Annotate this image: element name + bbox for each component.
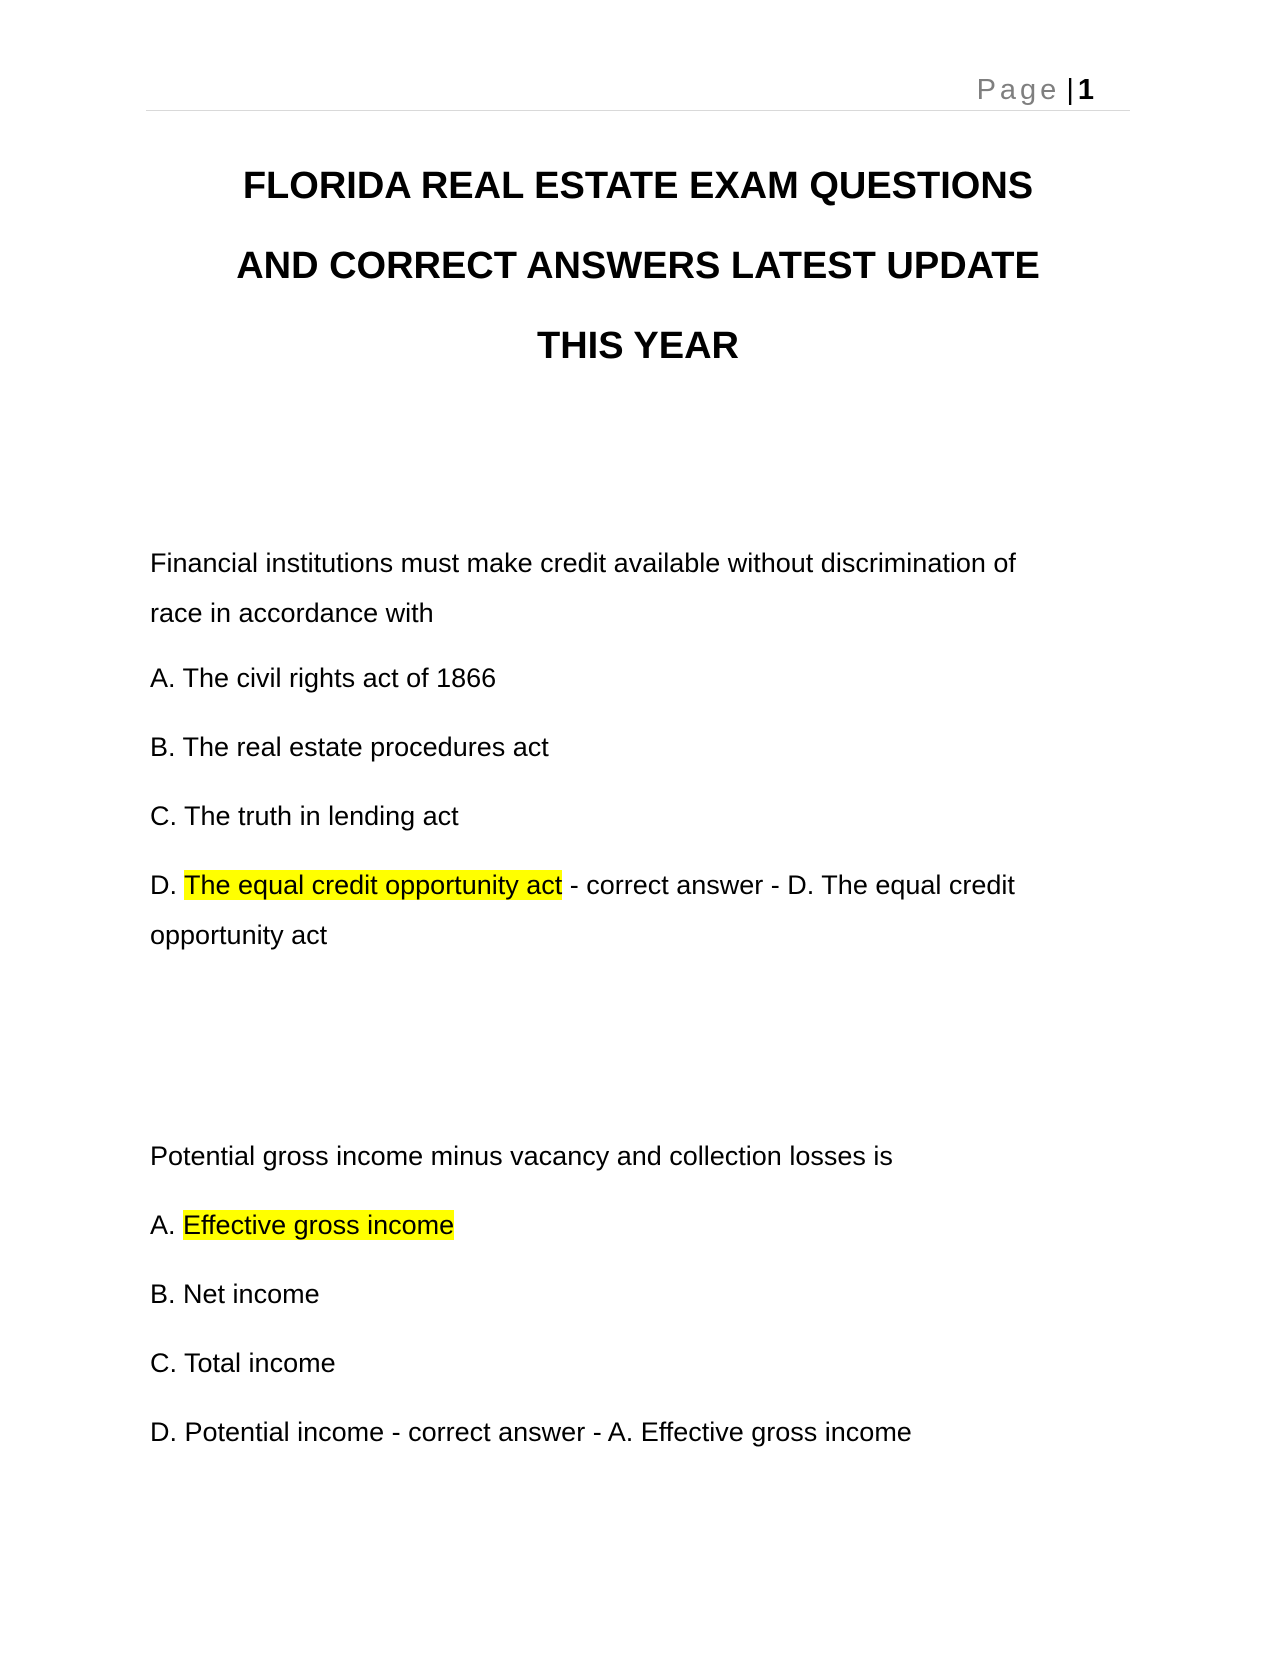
option-c bbox=[150, 791, 1100, 841]
question-stem-line-2: race in accordance with bbox=[150, 598, 434, 628]
document-title bbox=[146, 146, 1130, 386]
option-a bbox=[150, 1200, 1100, 1250]
question-stem: Potential gross income minus vacancy and collection losses is bbox=[150, 1141, 893, 1171]
question-stem bbox=[150, 538, 1100, 638]
highlighted-answer: The equal credit opportunity act bbox=[184, 870, 563, 900]
option-a bbox=[150, 653, 1100, 703]
question-stem-line-1: Financial institutions must make credit available without discrimination of bbox=[150, 548, 1016, 578]
page-header bbox=[146, 72, 1130, 111]
option-letter: D. bbox=[150, 1417, 177, 1447]
title-line-3: THIS YEAR bbox=[536, 325, 739, 367]
option-letter: B. bbox=[150, 1279, 176, 1309]
page-indicator bbox=[977, 74, 1094, 107]
option-letter: B. bbox=[150, 732, 176, 762]
option-text: The truth in lending act bbox=[184, 801, 459, 831]
option-letter: C. bbox=[150, 801, 177, 831]
option-text: The civil rights act of 1866 bbox=[182, 663, 497, 693]
option-c bbox=[150, 1338, 1100, 1388]
option-letter: A. bbox=[150, 1210, 176, 1240]
title-line-2: AND CORRECT ANSWERS LATEST UPDATE bbox=[236, 245, 1040, 287]
option-d-line-1 bbox=[150, 860, 1100, 910]
page-label-text: Page bbox=[976, 74, 1061, 106]
option-text: Net income bbox=[183, 1279, 320, 1309]
option-text: Potential income bbox=[184, 1417, 385, 1447]
option-d bbox=[150, 1407, 1100, 1457]
option-b bbox=[150, 722, 1100, 772]
option-letter: A. bbox=[150, 663, 176, 693]
option-letter: C. bbox=[150, 1348, 177, 1378]
option-b bbox=[150, 1269, 1100, 1319]
question-1 bbox=[150, 538, 1100, 960]
highlighted-answer: Effective gross income bbox=[183, 1210, 455, 1240]
option-d bbox=[150, 860, 1100, 960]
answer-suffix: - correct answer - A. Effective gross income bbox=[384, 1417, 912, 1447]
option-text: Total income bbox=[184, 1348, 336, 1378]
page-number: 1 bbox=[1077, 74, 1094, 106]
option-text: The real estate procedures act bbox=[182, 732, 549, 762]
option-d-line-2: opportunity act bbox=[150, 920, 328, 950]
page-separator: | bbox=[1066, 74, 1074, 106]
option-letter: D. bbox=[150, 870, 177, 900]
question-2 bbox=[150, 1131, 1100, 1457]
title-line-1: FLORIDA REAL ESTATE EXAM QUESTIONS bbox=[242, 165, 1034, 207]
answer-suffix: - correct answer - D. The equal credit bbox=[562, 870, 1015, 900]
